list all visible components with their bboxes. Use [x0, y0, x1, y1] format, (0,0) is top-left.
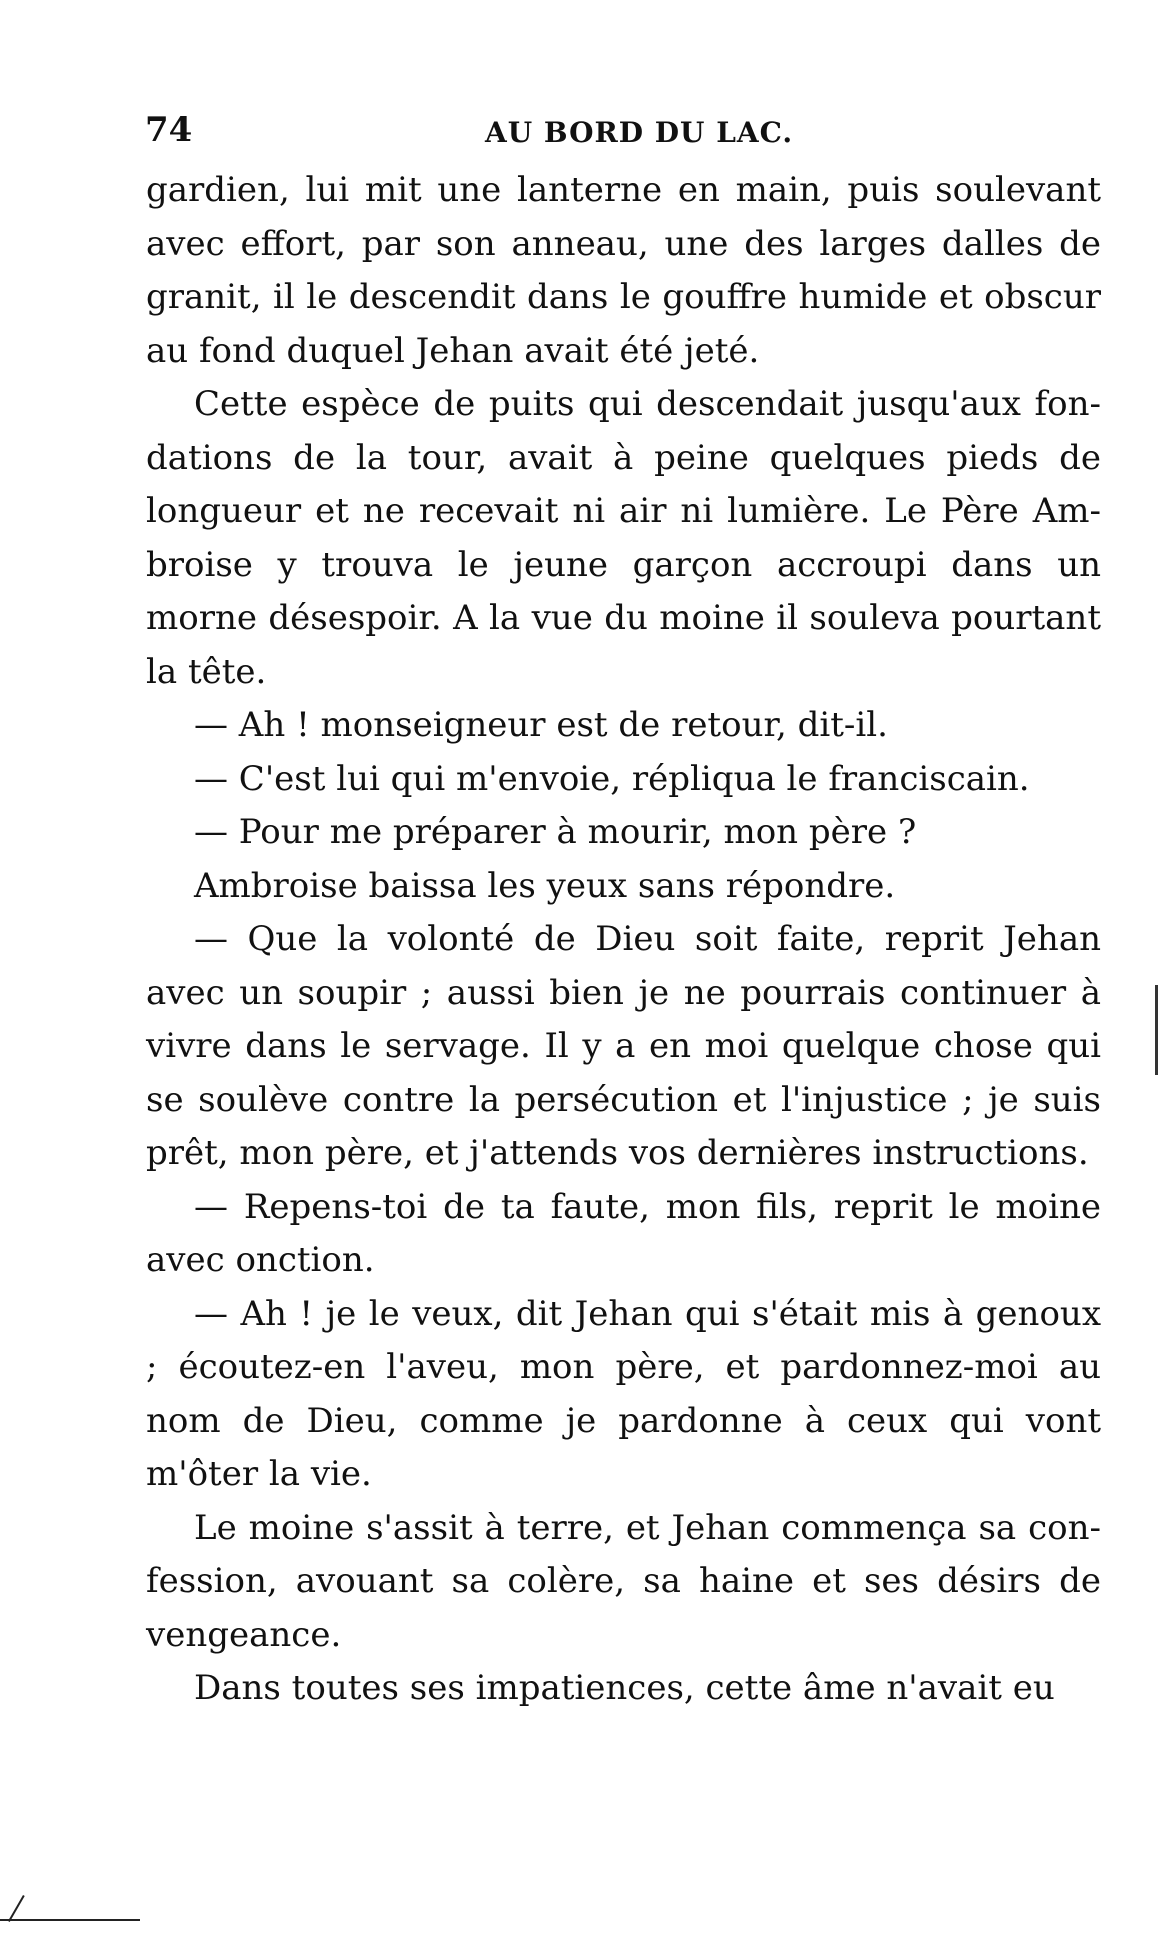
running-header	[145, 110, 1105, 150]
dialogue-line: — Pour me préparer à mourir, mon père ?	[194, 812, 917, 852]
dialogue-line: — Ah ! je le veux, dit Jehan qui s'était mis à genoux ; écoutez-en l'aveu, mon père, et pardonnez-moi au nom de Dieu, comme je pardonne à ceux qui vont m'ôter la vie.	[146, 1293, 1101, 1494]
page-number: 74	[145, 110, 193, 150]
dialogue-line: — Repens-toi de ta faute, mon fils, reprit le moine avec onction.	[146, 1186, 1101, 1280]
paragraph: Dans toutes ses impatiences, cette âme n'avait eu	[194, 1668, 1055, 1708]
dialogue-line: — Ah ! monseigneur est de retour, dit-il.	[194, 705, 888, 745]
scan-bottom-rule	[0, 1919, 140, 1921]
paragraph: Le moine s'assit à terre, et Jehan commença sa confession, avouant sa colère, sa haine et ses désirs de vengeance.	[146, 1507, 1101, 1655]
body-text	[146, 164, 1101, 1716]
paragraph-continuation: gardien, lui mit une lanterne en main, puis soulevant avec effort, par son anneau, une des larges dalles de granit, il le descendit dans le gouffre humide et obscur au fond duquel Jehan avait été jeté.	[146, 170, 1101, 371]
dialogue-line: — Que la volonté de Dieu soit faite, reprit Jehan avec un soupir ; aussi bien je ne pourrais continuer à vivre dans le servage. Il y a en moi quelque chose qui se soulève contre la persécution et l'injustice ; je suis prêt, mon père, et j'attends vos dernières instructions.	[146, 919, 1101, 1173]
running-title: AU BORD DU LAC.	[485, 116, 794, 149]
paragraph: Cette espèce de puits qui descendait jusqu'aux fondations de la tour, avait à peine quelques pieds de longueur et ne recevait ni air ni lumière. Le Père Ambroise y trouva le jeune garçon accroupi dans un morne désespoir. A la vue du moine il souleva pourtant la tête.	[146, 384, 1101, 692]
scan-edge-mark	[1155, 985, 1158, 1075]
dialogue-line: — C'est lui qui m'envoie, répliqua le franciscain.	[194, 758, 1030, 799]
scan-corner-tick	[8, 1895, 25, 1922]
paragraph: Ambroise baissa les yeux sans répondre.	[194, 865, 896, 906]
